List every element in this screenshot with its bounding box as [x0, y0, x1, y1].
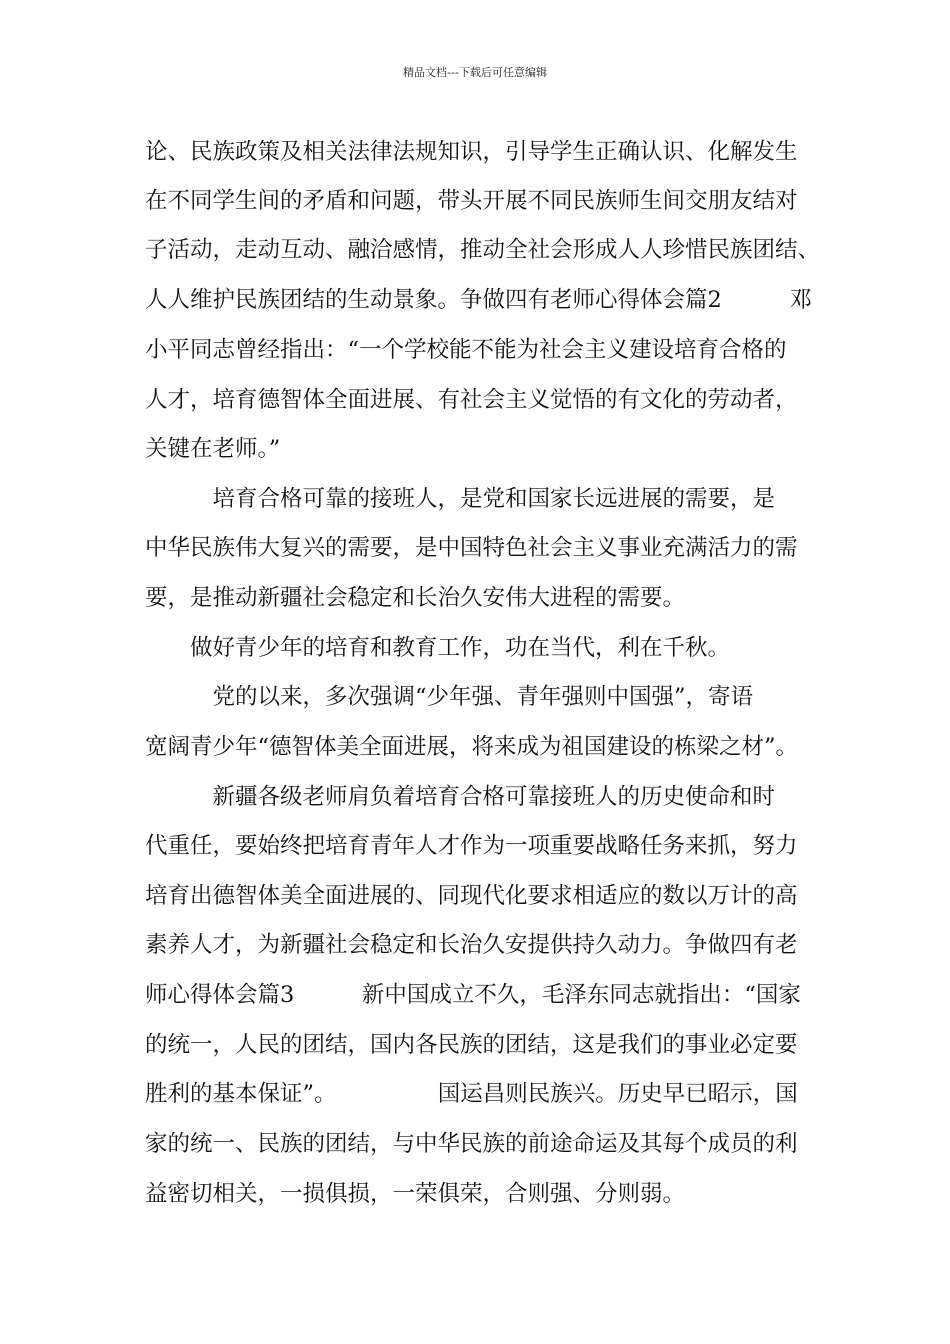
text-line: 人才，培育德智体全面进展、有社会主义觉悟的有文化的劳动者， [145, 387, 798, 413]
text-line: 的统一，人民的团结，国内各民族的团结，这是我们的事业必定要 [145, 1032, 798, 1058]
text-line: 中华民族伟大复兴的需要，是中国特色社会主义事业充满活力的需 [145, 535, 798, 561]
text-line: 党的以来，多次强调“少年强、青年强则中国强”，寄语 [145, 684, 754, 710]
text-line: 论、民族政策及相关法律法规知识，引导学生正确认识、化解发生 [145, 139, 798, 165]
page-header: 精品文档---下载后可任意编辑 [403, 66, 547, 79]
text-line: 代重任，要始终把培育青年人才作为一项重要战略任务来抓，努力 [145, 833, 798, 859]
text-line: 培育合格可靠的接班人，是党和国家长远进展的需要，是 [145, 486, 776, 512]
text-line: 宽阔青少年“德智体美全面进展，将来成为祖国建设的栋梁之材”。 [145, 734, 799, 760]
text-line: 人人维护民族团结的生动景象。争做四有老师心得体会篇2 邓 [145, 287, 812, 313]
text-line: 素养人才，为新疆社会稳定和长治久安提供持久动力。争做四有老 [145, 932, 798, 958]
text-line: 新疆各级老师肩负着培育合格可靠接班人的历史使命和时 [145, 784, 776, 810]
text-line: 要，是推动新疆社会稳定和长治久安伟大进程的需要。 [145, 585, 686, 611]
text-line: 小平同志曾经指出：“一个学校能不能为社会主义建设培育合格的 [145, 337, 787, 363]
text-line: 家的统一、民族的团结，与中华民族的前途命运及其每个成员的利 [145, 1131, 798, 1157]
text-line: 培育出德智体美全面进展的、同现代化要求相适应的数以万计的高 [145, 883, 798, 909]
text-line: 子活动，走动互动、融洽感情，推动全社会形成人人珍惜民族团结、 [145, 237, 821, 263]
text-line: 师心得体会篇3 新中国成立不久，毛泽东同志就指出：“国家 [145, 982, 801, 1008]
text-line: 在不同学生间的矛盾和问题，带头开展不同民族师生间交朋友结对 [145, 188, 798, 214]
text-line: 益密切相关，一损俱损，一荣俱荣，合则强、分则弱。 [145, 1181, 686, 1207]
text-line: 关键在老师。” [145, 436, 281, 462]
text-line: 胜利的基本保证”。 国运昌则民族兴。历史早已昭示，国 [145, 1081, 798, 1107]
text-line: 做好青少年的培育和教育工作，功在当代，利在千秋。 [145, 635, 731, 661]
